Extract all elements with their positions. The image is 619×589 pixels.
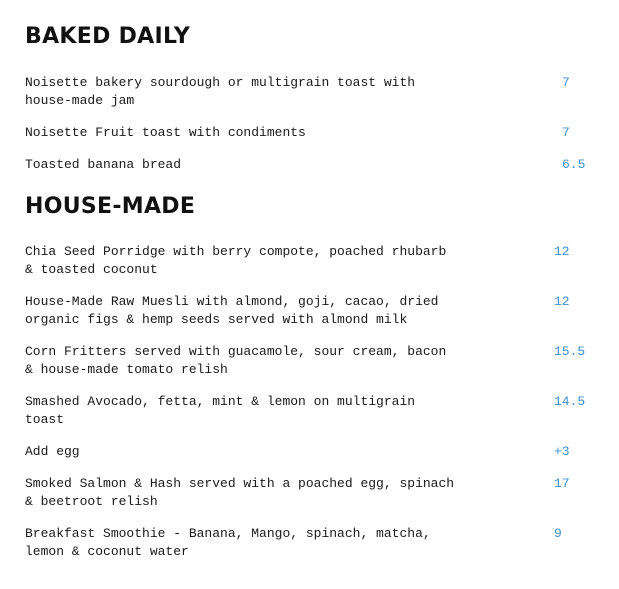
menu-item-price: 14.5 (554, 394, 586, 409)
menu-item-list (25, 74, 605, 174)
menu-item (25, 293, 605, 329)
menu-item (25, 74, 605, 110)
menu-item-name: Noisette Fruit toast with condiments (25, 125, 306, 140)
menu-item-name: Toasted banana bread (25, 157, 182, 172)
menu-item (25, 525, 605, 561)
section-baked-daily (25, 24, 605, 174)
section-house-made (25, 194, 605, 561)
menu-item-name: House-Made Raw Muesli with almond, goji, cacao, dried organic figs & hemp seeds served with almond milk (25, 294, 439, 327)
menu-item (25, 343, 605, 379)
menu-item-name: Smoked Salmon & Hash served with a poached egg, spinach & beetroot relish (25, 476, 455, 509)
menu-item (25, 443, 605, 461)
menu-item-name: Chia Seed Porridge with berry compote, poached rhubarb & toasted coconut (25, 244, 447, 277)
menu-item-price: 9 (554, 526, 562, 541)
menu-item-price: +3 (554, 444, 570, 459)
menu-item-price: 6.5 (562, 157, 586, 172)
section-title: HOUSE-MADE (25, 194, 196, 219)
menu-item (25, 475, 605, 511)
menu-item (25, 243, 605, 279)
menu-item-name: Noisette bakery sourdough or multigrain toast with house-made jam (25, 75, 416, 108)
menu-item-list (25, 243, 605, 561)
menu-item-name: Add egg (25, 444, 80, 459)
section-title: BAKED DAILY (25, 24, 191, 49)
menu-item (25, 393, 605, 429)
menu-item-name: Breakfast Smoothie - Banana, Mango, spinach, matcha, lemon & coconut water (25, 526, 431, 559)
menu-item-price: 7 (562, 75, 570, 90)
menu-item (25, 124, 605, 142)
menu-item-price: 7 (562, 125, 570, 140)
menu (25, 24, 605, 575)
menu-item-name: Smashed Avocado, fetta, mint & lemon on multigrain toast (25, 394, 416, 427)
menu-item-price: 12 (554, 294, 570, 309)
menu-item (25, 156, 605, 174)
menu-item-price: 15.5 (554, 344, 586, 359)
menu-item-name: Corn Fritters served with guacamole, sour cream, bacon & house-made tomato relish (25, 344, 447, 377)
menu-item-price: 12 (554, 244, 570, 259)
menu-item-price: 17 (554, 476, 570, 491)
